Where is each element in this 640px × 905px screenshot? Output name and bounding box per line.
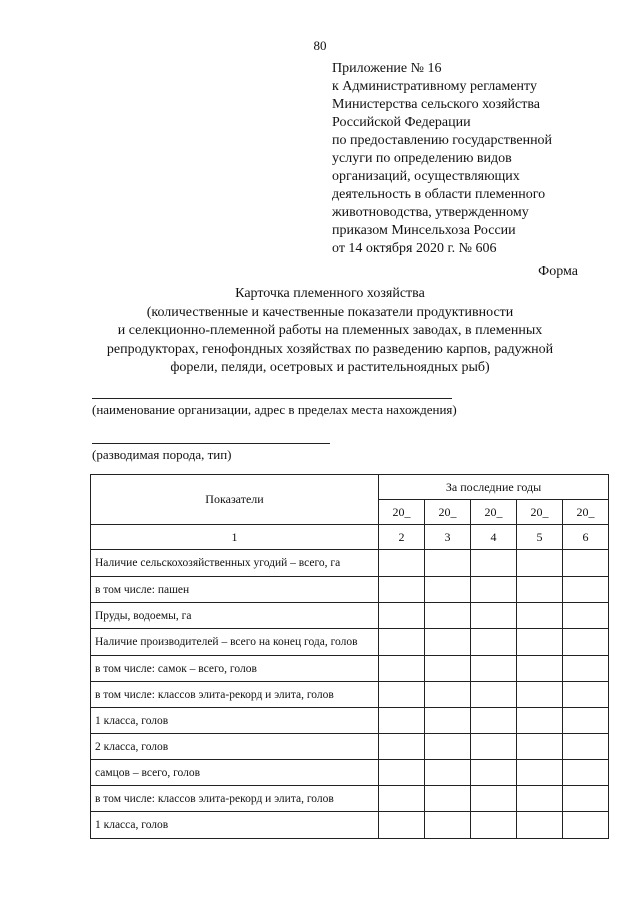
value-cell[interactable] [471, 786, 517, 812]
column-number-row [91, 525, 609, 550]
value-cell[interactable] [563, 786, 609, 812]
value-cell[interactable] [379, 734, 425, 760]
value-cell[interactable] [425, 812, 471, 839]
value-cell[interactable] [379, 656, 425, 682]
value-cell[interactable] [517, 760, 563, 786]
org-fill-line [92, 398, 452, 399]
value-cell[interactable] [563, 577, 609, 603]
title-line: репродукторах, генофондных хозяйствах по разведению карпов, радужной [106, 341, 554, 357]
column-number: 6 [563, 525, 609, 550]
value-cell[interactable] [425, 629, 471, 656]
value-cell[interactable] [425, 603, 471, 629]
title-line: и селекционно-племенной работы на племенных заводах, в племенных [117, 323, 543, 338]
appendix-line: к Административному регламенту [332, 79, 537, 94]
value-cell[interactable] [425, 577, 471, 603]
appendix-line: Российской Федерации [332, 115, 471, 130]
document-title [70, 285, 590, 378]
value-cell[interactable] [379, 708, 425, 734]
value-cell[interactable] [471, 812, 517, 839]
value-cell[interactable] [425, 682, 471, 708]
value-cell[interactable] [425, 786, 471, 812]
value-cell[interactable] [471, 629, 517, 656]
value-cell[interactable] [425, 760, 471, 786]
appendix-line: по предоставлению государственной [332, 133, 553, 148]
breed-fill-line [92, 443, 330, 444]
appendix-line: организаций, осуществляющих [332, 169, 520, 184]
value-cell[interactable] [563, 812, 609, 839]
appendix-line: Приложение № 16 [332, 61, 442, 76]
value-cell[interactable] [379, 550, 425, 577]
value-cell[interactable] [517, 550, 563, 577]
appendix-line: животноводства, утвержденному [332, 205, 529, 220]
appendix-line: от 14 октября 2020 г. № 606 [332, 241, 497, 256]
column-number: 1 [91, 525, 379, 550]
table-row [91, 786, 609, 812]
value-cell[interactable] [563, 760, 609, 786]
value-cell[interactable] [563, 656, 609, 682]
indicators-table [90, 474, 609, 839]
value-cell[interactable] [471, 550, 517, 577]
value-cell[interactable] [425, 734, 471, 760]
row-label: в том числе: пашен [91, 577, 379, 603]
row-label: в том числе: классов элита-рекорд и элита, голов [91, 786, 379, 812]
row-label: 2 класса, голов [91, 734, 379, 760]
page-number: 80 [313, 38, 327, 53]
table-row [91, 656, 609, 682]
org-caption: (наименование организации, адрес в пределах места нахождения) [92, 402, 457, 417]
title-line: форели, пеляди, осетровых и растительноядных рыб) [170, 360, 490, 375]
table-row [91, 708, 609, 734]
row-label: Наличие производителей – всего на конец года, голов [91, 629, 379, 656]
value-cell[interactable] [563, 629, 609, 656]
value-cell[interactable] [379, 812, 425, 839]
column-number: 5 [517, 525, 563, 550]
table-row [91, 629, 609, 656]
value-cell[interactable] [471, 656, 517, 682]
row-label: самцов – всего, голов [91, 760, 379, 786]
table-row [91, 603, 609, 629]
table-row [91, 812, 609, 839]
column-number: 3 [425, 525, 471, 550]
value-cell[interactable] [471, 577, 517, 603]
appendix-line: приказом Минсельхоза России [332, 223, 516, 238]
year-label: 20_ [379, 500, 425, 525]
row-label: Пруды, водоемы, га [91, 603, 379, 629]
value-cell[interactable] [517, 786, 563, 812]
value-cell[interactable] [517, 656, 563, 682]
row-label: Наличие сельскохозяйственных угодий – всего, га [91, 550, 379, 577]
appendix-line: Министерства сельского хозяйства [332, 97, 541, 112]
table-row [91, 760, 609, 786]
value-cell[interactable] [563, 550, 609, 577]
value-cell[interactable] [517, 682, 563, 708]
table-row [91, 577, 609, 603]
table-header-row [91, 475, 609, 500]
value-cell[interactable] [517, 734, 563, 760]
value-cell[interactable] [471, 708, 517, 734]
value-cell[interactable] [471, 603, 517, 629]
value-cell[interactable] [379, 603, 425, 629]
appendix-line: услуги по определению видов [332, 151, 512, 166]
year-label: 20_ [563, 500, 609, 525]
value-cell[interactable] [379, 786, 425, 812]
title-line: (количественные и качественные показатели продуктивности [146, 304, 514, 320]
row-label: 1 класса, голов [91, 708, 379, 734]
year-label: 20_ [425, 500, 471, 525]
value-cell[interactable] [471, 682, 517, 708]
row-label: в том числе: самок – всего, голов [91, 656, 379, 682]
header-indicators: Показатели [91, 475, 379, 525]
value-cell[interactable] [563, 708, 609, 734]
title-line: Карточка племенного хозяйства [235, 286, 425, 301]
value-cell[interactable] [471, 760, 517, 786]
column-number: 2 [379, 525, 425, 550]
value-cell[interactable] [517, 603, 563, 629]
value-cell[interactable] [379, 682, 425, 708]
year-label: 20_ [471, 500, 517, 525]
value-cell[interactable] [379, 629, 425, 656]
value-cell[interactable] [471, 734, 517, 760]
table-row [91, 734, 609, 760]
table-body [91, 550, 609, 839]
value-cell[interactable] [563, 603, 609, 629]
breed-caption: (разводимая порода, тип) [92, 447, 232, 462]
value-cell[interactable] [425, 708, 471, 734]
value-cell[interactable] [379, 577, 425, 603]
header-years: За последние годы [379, 475, 609, 500]
value-cell[interactable] [517, 577, 563, 603]
value-cell[interactable] [517, 629, 563, 656]
value-cell[interactable] [563, 734, 609, 760]
value-cell[interactable] [517, 708, 563, 734]
value-cell[interactable] [379, 760, 425, 786]
table-row [91, 550, 609, 577]
appendix-line: деятельность в области племенного [332, 187, 546, 202]
value-cell[interactable] [563, 682, 609, 708]
year-label: 20_ [517, 500, 563, 525]
table-row [91, 682, 609, 708]
value-cell[interactable] [425, 550, 471, 577]
value-cell[interactable] [517, 812, 563, 839]
value-cell[interactable] [425, 656, 471, 682]
appendix-block [332, 60, 612, 258]
row-label: в том числе: классов элита-рекорд и элита, голов [91, 682, 379, 708]
column-number: 4 [471, 525, 517, 550]
row-label: 1 класса, голов [91, 812, 379, 839]
form-label: Форма [538, 264, 578, 279]
